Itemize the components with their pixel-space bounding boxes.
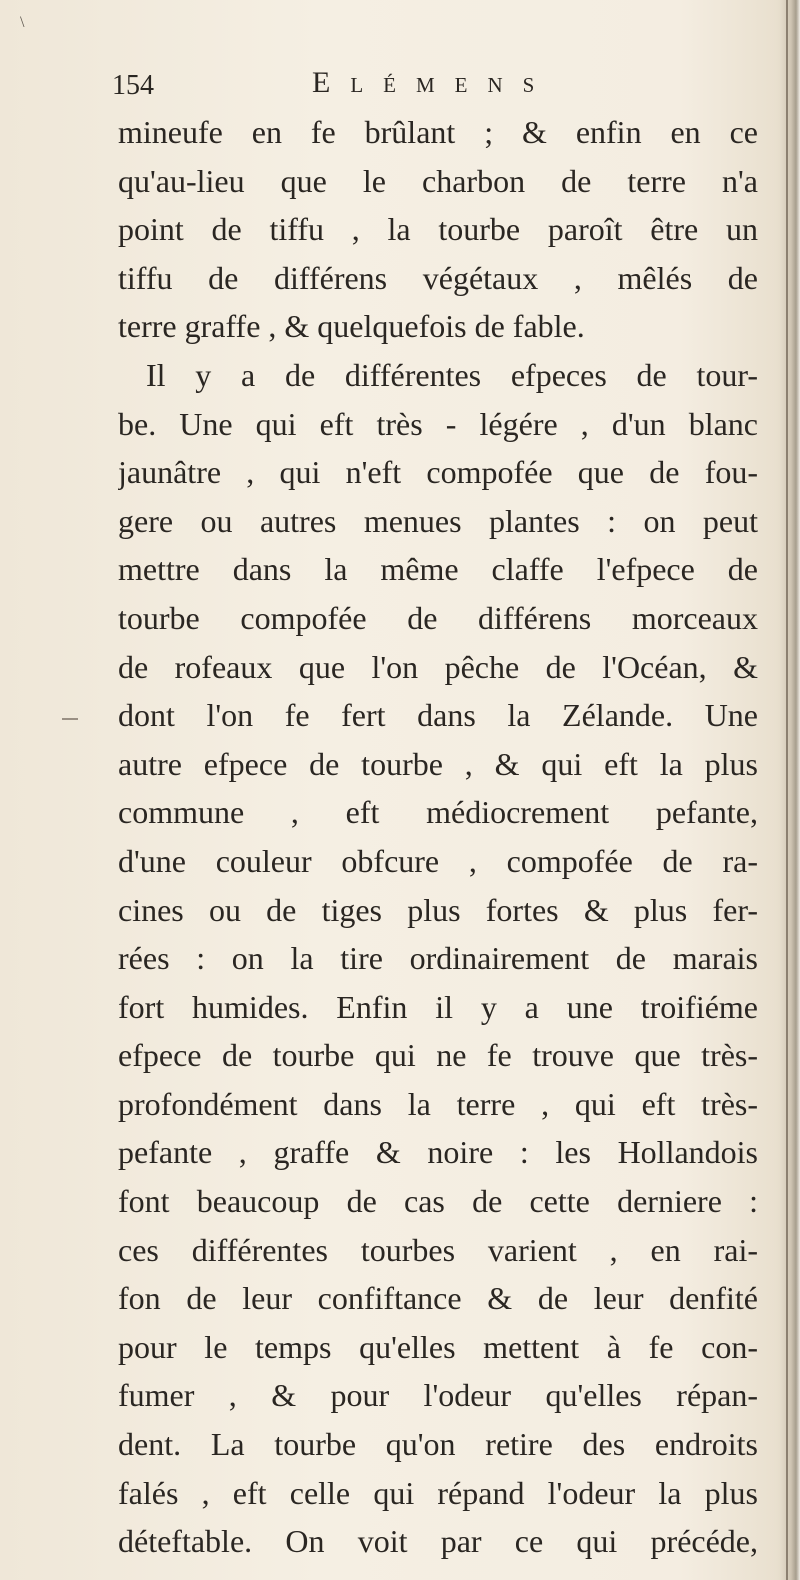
text-line: dent. La tourbe qu'on retire des endroits bbox=[118, 1426, 758, 1463]
text-line: point de tiffu , la tourbe paroît être un bbox=[118, 211, 758, 248]
text-line: pefante , graffe & noire : les Hollandois bbox=[118, 1134, 758, 1171]
page-edge-line bbox=[786, 0, 788, 1580]
text-line: d'une couleur obfcure , compofée de ra- bbox=[118, 842, 758, 879]
page-header bbox=[112, 66, 632, 106]
corner-mark: \ bbox=[20, 14, 25, 31]
text-line: mettre dans la même claffe l'efpece de bbox=[118, 551, 758, 588]
text-line: rées : on la tire ordinairement de marais bbox=[118, 940, 758, 977]
text-line: déteftable. On voit par ce qui précéde, bbox=[118, 1523, 758, 1560]
text-line: autre efpece de tourbe , & qui eft la plus bbox=[118, 745, 758, 782]
text-line: terre graffe , & quelquefois de fable. bbox=[118, 308, 585, 345]
page-number: 154 bbox=[112, 70, 154, 101]
text-line: tourbe compofée de différens morceaux bbox=[118, 599, 758, 636]
text-line: de rofeaux que l'on pêche de l'Océan, & bbox=[118, 648, 758, 685]
text-line: gere ou autres menues plantes : on peut bbox=[118, 502, 758, 539]
text-line: Il y a de différentes efpeces de tour- bbox=[146, 356, 758, 393]
text-line: tiffu de différens végétaux , mêlés de bbox=[118, 259, 758, 296]
text-line: mineufe en fe brûlant ; & enfin en ce bbox=[118, 114, 758, 150]
page-edge-shadow bbox=[780, 0, 800, 1580]
margin-mark bbox=[62, 718, 78, 720]
text-line: fort humides. Enfin il y a une troifiéme bbox=[118, 988, 758, 1025]
text-line: qu'au-lieu que le charbon de terre n'a bbox=[118, 162, 758, 199]
text-line: commune , eft médiocrement pefante, bbox=[118, 794, 758, 831]
text-line: dont l'on fe fert dans la Zélande. Une bbox=[118, 697, 758, 734]
text-line: pour le temps qu'elles mettent à fe con- bbox=[118, 1328, 758, 1365]
text-line: cines ou de tiges plus fortes & plus fer- bbox=[118, 891, 758, 928]
text-line: font beaucoup de cas de cette derniere : bbox=[118, 1183, 758, 1220]
text-line: be. Une qui eft très - légére , d'un blanc bbox=[118, 405, 758, 442]
running-title: Elémens bbox=[312, 66, 555, 99]
text-line: falés , eft celle qui répand l'odeur la plus bbox=[118, 1474, 758, 1511]
body-text bbox=[118, 108, 758, 1566]
text-line: fon de leur confiftance & de leur denfité bbox=[118, 1280, 758, 1317]
text-line: jaunâtre , qui n'eft compofée que de fou- bbox=[118, 454, 758, 491]
text-line: efpece de tourbe qui ne fe trouve que très- bbox=[118, 1037, 758, 1074]
text-line: ces différentes tourbes varient , en rai- bbox=[118, 1231, 758, 1268]
text-line: fumer , & pour l'odeur qu'elles répan- bbox=[118, 1377, 758, 1414]
text-line: profondément dans la terre , qui eft très- bbox=[118, 1085, 758, 1122]
